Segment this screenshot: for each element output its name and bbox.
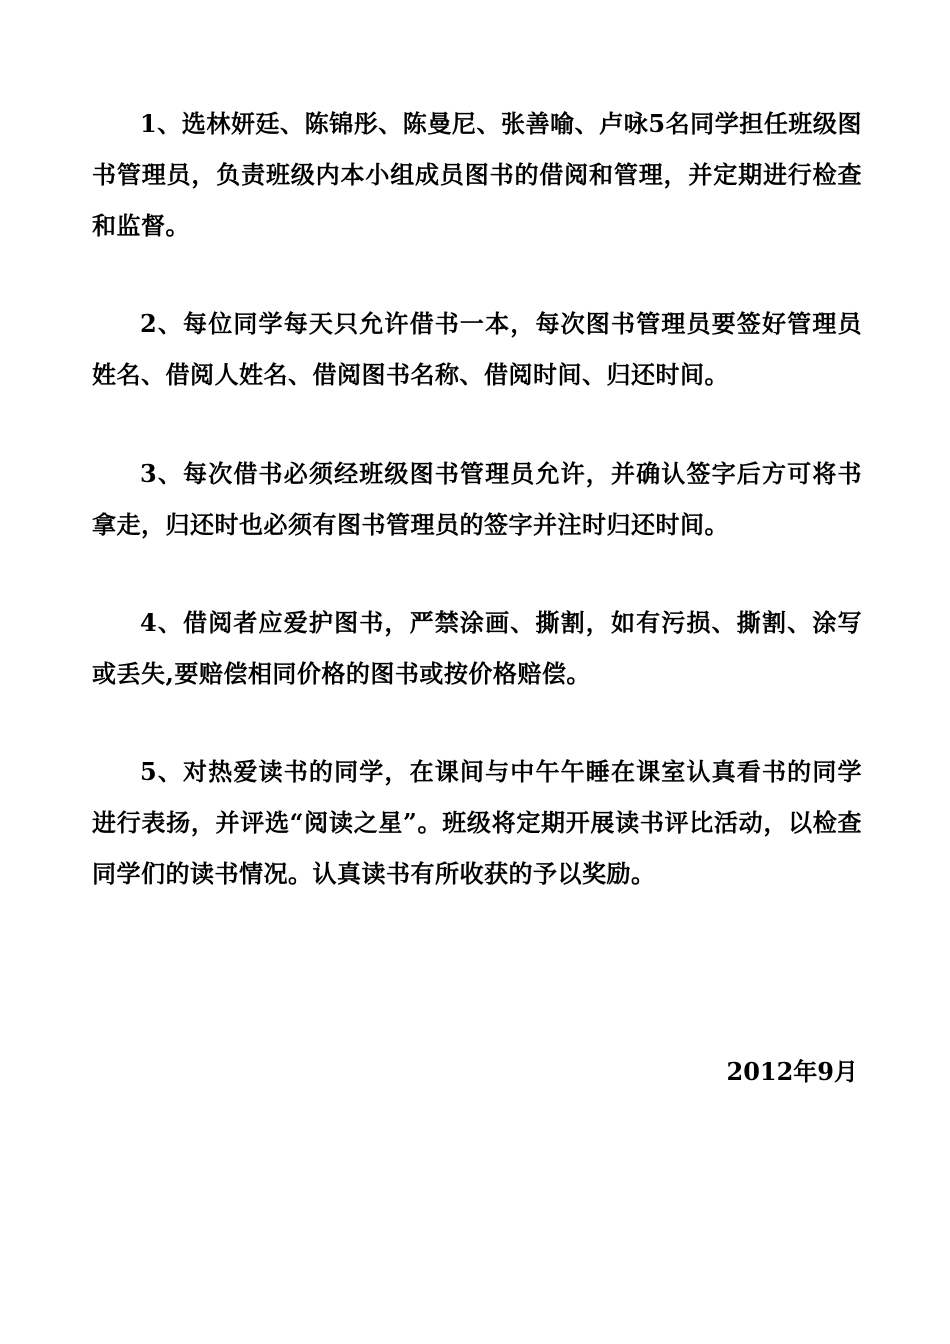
rule-item-2: 2、每位同学每天只允许借书一本，每次图书管理员要签好管理员姓名、借阅人姓名、借阅图书名称、借阅时间、归还时间。: [92, 309, 862, 389]
document-date: 2012年9月: [726, 1057, 858, 1086]
rule-item-1: 1、选林妍廷、陈锦彤、陈曼尼、张善喻、卢咏5名同学担任班级图书管理员，负责班级内本小组成员图书的借阅和管理，并定期进行检查和监督。: [92, 109, 862, 240]
rule-item-4: 4、借阅者应爱护图书，严禁涂画、撕割，如有污损、撕割、涂写或丢失,要赔偿相同价格的图书或按价格赔偿。: [92, 608, 862, 688]
rule-item-5: 5、对热爱读书的同学，在课间与中午午睡在课室认真看书的同学进行表扬，并评选“阅读之星”。班级将定期开展读书评比活动，以检查同学们的读书情况。认真读书有所收获的予以奖励。: [92, 757, 862, 888]
rule-item-3: 3、每次借书必须经班级图书管理员允许，并确认签字后方可将书拿走，归还时也必须有图书管理员的签字并注时归还时间。: [92, 459, 862, 539]
